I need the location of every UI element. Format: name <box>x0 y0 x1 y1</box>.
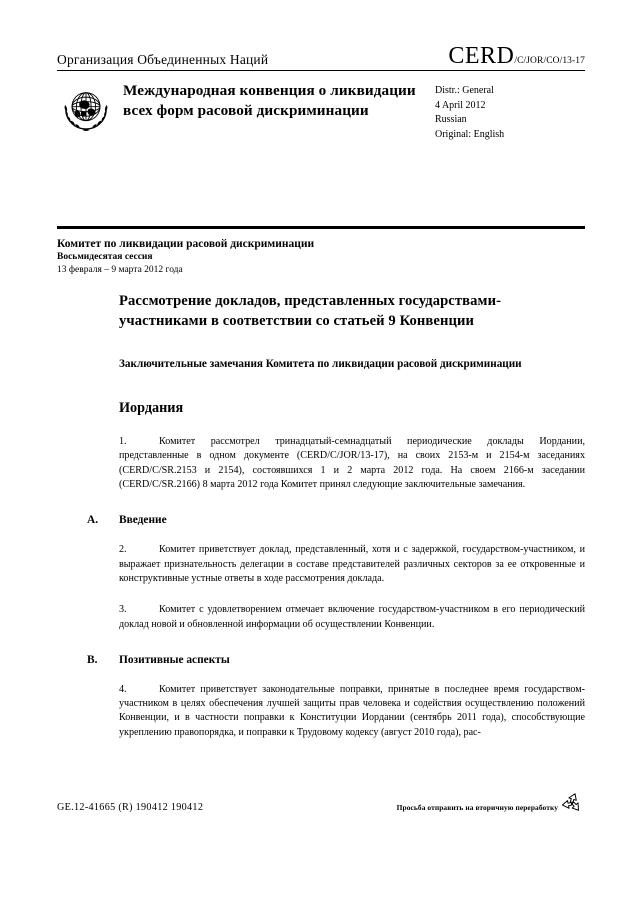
distribution-language: Russian <box>435 114 467 125</box>
recycle-text: Просьба отправить на вторичную переработку <box>396 802 558 812</box>
section-label: Позитивные аспекты <box>119 653 230 666</box>
paragraph-text: Комитет рассмотрел тринадцатый-семнадцатый периодические доклады Иордании, представленные в одном документе (CERD/C/JOR/13-17), на своих 2153-м и 2154-м заседаниях (CERD/C/SR.2153 и 2154), состоявшихся 1 и 2 марта 2012 года. На своем 2166-м заседании (CERD/C/SR.2166) 8 марта 2012 года Комитет принял следующие заключительные замечания. <box>119 435 585 490</box>
convention-title: Международная конвенция о ликвидации всех форм расовой дискриминации <box>123 82 416 120</box>
masthead <box>57 44 585 142</box>
committee-block <box>57 237 585 277</box>
masthead-top-row <box>57 44 585 70</box>
distribution-original: Original: English <box>435 128 505 140</box>
country-heading: Иордания <box>119 400 184 417</box>
paragraph-4 <box>119 683 585 740</box>
paragraph-text: Комитет приветствует доклад, представленный, хотя и с задержкой, государством-участником, и выражает признательность делегации в составе представителей различных секторов за ее откровенные и конструктивные устные ответы в ходе рассмотрения доклада. <box>119 544 585 584</box>
paragraph-2 <box>119 543 585 586</box>
committee-session: Восьмидесятая сессия <box>57 252 153 263</box>
committee-name: Комитет по ликвидации расовой дискриминации <box>57 238 315 250</box>
page-title: Рассмотрение докладов, представленных государствами-участниками в соответствии со статьей 9 Конвенции <box>119 293 502 329</box>
distribution-date: 4 April 2012 <box>435 99 486 111</box>
paragraph-number: 4. <box>119 683 127 695</box>
masthead-body-row <box>57 80 585 142</box>
paragraph-text: Комитет приветствует законодательные поправки, принятые в последнее время государством-участником в целях обеспечения лучшей защиты прав человека и содействия осуществлению положений Конвенции, и в частности поправки к Конституции Иордании (сентябрь 2011 года), способствующие укреплению правопорядка, и поправки к Трудовому кодексу (август 2010 года), рас- <box>119 683 585 738</box>
un-emblem-icon <box>58 82 114 138</box>
section-heading-a <box>87 514 585 526</box>
title-group <box>119 292 585 492</box>
document-symbol <box>448 44 585 68</box>
section-letter: B. <box>87 653 98 666</box>
paragraph-number: 2. <box>119 544 127 556</box>
section-letter: A. <box>87 514 99 527</box>
distribution-type: Distr.: General <box>435 85 494 96</box>
paragraph-text: Комитет с удовлетворением отмечает включение государством-участником в его периодический доклад новой и обновленной информации об осуществлении Конвенции. <box>119 604 585 630</box>
page-footer <box>57 798 585 816</box>
document-symbol-main: CERD <box>448 43 515 69</box>
paragraph-1 <box>119 435 585 492</box>
section-a-body <box>119 543 585 632</box>
subtitle: Заключительные замечания Комитета по ликвидации расовой дискриминации <box>119 357 522 370</box>
document-code: GE.12-41665 (R) 190412 190412 <box>57 801 204 813</box>
recycle-notice <box>397 798 585 816</box>
masthead-divider <box>57 70 585 71</box>
document-body <box>57 292 585 740</box>
header-bottom-rule <box>57 226 585 229</box>
document-symbol-suffix: /C/JOR/CO/13-17 <box>514 56 585 66</box>
section-b-body <box>119 683 585 740</box>
distribution-info <box>435 80 585 142</box>
paragraph-number: 3. <box>119 604 127 616</box>
paragraph-number: 1. <box>119 435 127 447</box>
recycle-icon <box>559 790 585 816</box>
committee-dates: 13 февраля – 9 марта 2012 года <box>57 265 183 276</box>
organization-name: Организация Объединенных Наций <box>57 52 269 68</box>
section-label: Введение <box>119 514 167 527</box>
paragraph-3 <box>119 603 585 632</box>
section-heading-b <box>87 654 585 666</box>
